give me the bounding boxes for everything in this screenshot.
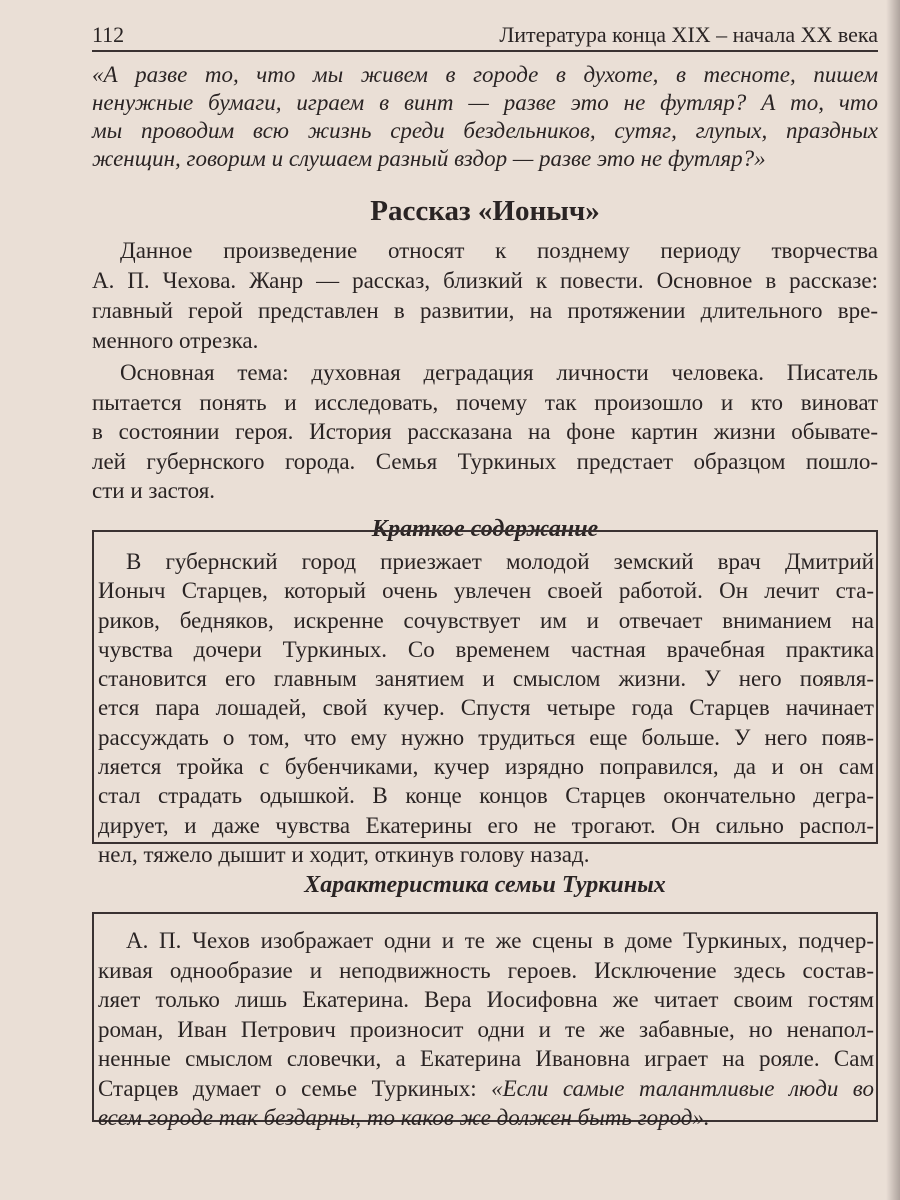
family-heading: Характеристика семьи Туркиных <box>304 872 666 898</box>
text-line: ляет только лишь Екатерина. Вера Иосифовна же читает своим гостям <box>98 987 874 1012</box>
epigraph-quote <box>92 61 878 173</box>
text-line: А. П. Чехова. Жанр — рассказ, близкий к повести. Основное в рассказе: <box>92 268 878 293</box>
text-line: лей губернского города. Семья Туркиных предстает образцом пошло- <box>92 448 878 474</box>
paragraph-theme <box>92 358 878 506</box>
text-line: женщин, говорим и слушаем разный вздор — разве это не футляр?» <box>92 146 766 171</box>
text-segment: Старцев думает о семье Туркиных: <box>98 1075 492 1101</box>
text-line: ется пара лошадей, свой кучер. Спустя четыре года Старцев начинает <box>98 695 874 721</box>
page-number: 112 <box>92 22 125 47</box>
text-line: мы проводим всю жизнь среди бездельников, сутяг, глупых, праздных <box>92 118 878 143</box>
text-line: В губернский город приезжает молодой земский врач Дмитрий <box>126 549 874 574</box>
text-line <box>98 1074 874 1104</box>
text-line: кивая однообразие и неподвижность героев. Исключение здесь состав- <box>98 957 874 983</box>
summary-heading: Краткое содержание <box>371 516 599 542</box>
text-line: сти и застоя. <box>92 478 216 503</box>
text-line: стал страдать одышкой. В конце концов Старцев окончательно дегра- <box>98 783 874 809</box>
text-line: в состоянии героя. История рассказана на фоне картин жизни обывате- <box>92 419 878 444</box>
text-line: ляется тройка с бубенчиками, кучер изрядно поправился, да и он сам <box>98 754 874 780</box>
page-fold-shadow <box>886 0 900 1200</box>
text-line: рассуждать о том, что ему нужно трудиться еще больше. У него появ- <box>98 724 874 750</box>
text-line: всем городе так бездарны, то каков же должен быть город». <box>98 1105 710 1130</box>
summary-box <box>92 530 878 867</box>
text-line: роман, Иван Петрович произносит одни и те же забавные, но ненапол- <box>98 1016 874 1042</box>
family-box <box>92 912 878 1130</box>
paragraph-intro <box>92 236 878 356</box>
section-title: Рассказ «Ионыч» <box>370 195 600 227</box>
text-line: менного отрезка. <box>92 328 259 353</box>
text-line: пытается понять и исследовать, почему так произошло и кто виноват <box>92 389 878 415</box>
text-line: ненужные бумаги, играем в винт — разве это не футляр? А то, что <box>92 90 878 115</box>
text-line: ненные смыслом словечки, а Екатерина Ивановна играет на рояле. Сам <box>98 1046 874 1071</box>
text-line: дирует, и даже чувства Екатерины его не трогают. Он сильно распол- <box>98 812 874 838</box>
text-line: Ионыч Старцев, который очень увлечен своей работой. Он лечит ста- <box>98 578 874 604</box>
text-line: А. П. Чехов изображает одни и те же сцены в доме Туркиных, подчер- <box>126 928 874 953</box>
text-line: главный герой представлен в развитии, на протяжении длительного вре- <box>92 298 878 323</box>
quote-segment: «Если самые талантливые люди во <box>491 1075 874 1101</box>
text-line: нел, тяжело дышит и ходит, откинув голову назад. <box>98 841 590 867</box>
text-line: «А разве то, что мы живем в городе в духоте, в тесноте, пишем <box>92 62 878 87</box>
running-header <box>92 20 878 52</box>
text-line: Данное произведение относят к позднему периоду творчества <box>120 238 878 263</box>
text-line: риков, бедняков, искренне сочувствует им и отвечает вниманием на <box>98 607 874 633</box>
text-line: чувства дочери Туркиных. Со временем частная врачебная практика <box>98 636 874 662</box>
running-title: Литература конца XIX – начала XX века <box>499 22 878 47</box>
text-line: становится его главным занятием и смыслом жизни. У него появля- <box>98 666 874 692</box>
text-line: Основная тема: духовная деградация личности человека. Писатель <box>120 360 878 385</box>
